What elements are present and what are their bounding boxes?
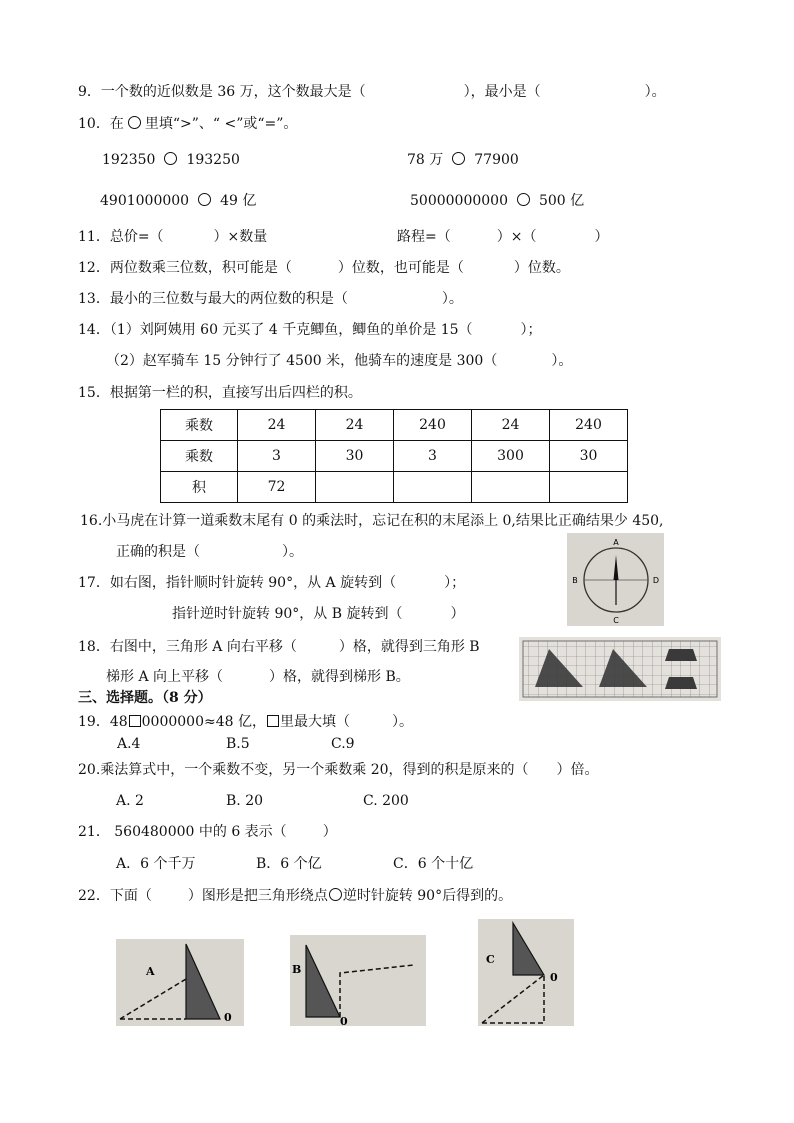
question-20 [78, 761, 599, 779]
compass-figure [567, 533, 664, 626]
answer-cell[interactable] [316, 472, 394, 503]
table-cell: 乘数 [161, 441, 238, 472]
question-22 [78, 887, 512, 905]
table-row [161, 472, 628, 503]
q17-b: ）； [444, 575, 466, 591]
figure-label: C [486, 953, 495, 966]
table-cell: 72 [238, 472, 316, 503]
figure-label: B [292, 963, 302, 976]
q20-option[interactable]: A. 2 [116, 793, 144, 809]
translation-grid [519, 637, 721, 701]
q19-c: 里最大填（ [280, 714, 350, 730]
q11-a: 11．总价=（ [78, 229, 164, 245]
q20-a: 20.乘法算式中，一个乘数不变，另一个乘数乘 20，得到的积是原来的（ [78, 762, 529, 778]
q19-option[interactable]: A.4 [117, 736, 141, 752]
question-16-b [116, 543, 303, 561]
q20-option[interactable]: C. 200 [363, 793, 409, 809]
q17-d: ） [450, 606, 465, 622]
point-label: 0 [550, 971, 558, 984]
question-14-1 [78, 321, 542, 339]
compass-label-a: A [613, 538, 619, 547]
q19-d: ）。 [392, 714, 413, 730]
q12-b: ）位数，也可能是（ [337, 260, 464, 276]
q18-b: ）格，就得到三角形 B [338, 639, 480, 655]
q13-a: 13．最小的三位数与最大的两位数的积是（ [78, 291, 348, 307]
question-13 [78, 290, 463, 308]
q14-c: （2）赵军骑车 15 分钟行了 4500 米，他骑车的速度是 300（ [106, 353, 498, 369]
question-19 [78, 713, 413, 731]
question-11 [78, 228, 267, 246]
table-cell: 24 [316, 410, 394, 441]
square-icon [267, 715, 279, 727]
q10-title: 10．在 [78, 116, 124, 132]
rotation-option-a[interactable] [116, 939, 244, 1026]
table-cell: 3 [394, 441, 472, 472]
q9-text-a: 9．一个数的近似数是 36 万，这个数最大是（ [78, 84, 366, 100]
compass-label-b: B [572, 576, 578, 585]
rotation-figure-c [478, 919, 574, 1026]
answer-cell[interactable] [394, 472, 472, 503]
compare-circle[interactable] [164, 152, 177, 165]
q12-c: ）位数。 [513, 260, 570, 276]
question-21 [78, 823, 337, 841]
circle-icon [329, 888, 342, 901]
q19-option[interactable]: C.9 [331, 736, 355, 752]
q10-item [407, 151, 519, 169]
q16-c: ）。 [282, 544, 303, 560]
q14-d: ）。 [551, 353, 573, 369]
q20-b: ）倍。 [556, 762, 599, 778]
q21-b: ） [322, 824, 337, 840]
rotation-figure-b [290, 935, 426, 1026]
compass-label-d: D [652, 576, 660, 585]
q17-c: 指针逆时针旋转 90°，从 B 旋转到（ [172, 606, 403, 622]
q19-a: 19．48 [78, 714, 128, 730]
square-box[interactable] [129, 715, 141, 727]
q22-b: ）图形是把三角形绕点 [187, 888, 328, 904]
q21-option[interactable]: A．6 个千万 [116, 856, 196, 872]
q22-c: 逆时针旋转 90°后得到的。 [342, 888, 513, 904]
table-cell: 3 [238, 441, 316, 472]
grid-figure [519, 637, 721, 701]
figure-label: A [146, 965, 155, 978]
q10-left: 4901000000 [100, 193, 190, 209]
q11-c: 路程=（ [397, 229, 451, 245]
table-cell: 乘数 [161, 410, 238, 441]
question-17 [78, 574, 465, 592]
compass-diagram [567, 533, 664, 626]
table-cell: 30 [550, 441, 628, 472]
q18-a: 18．右图中，三角形 A 向右平移（ [78, 639, 297, 655]
table-row [161, 410, 628, 441]
rotation-option-c[interactable] [478, 919, 574, 1026]
question-18 [78, 638, 480, 656]
q10-item [102, 151, 240, 169]
q10-title-b: 里填“>”、“ <”或“=”。 [144, 116, 298, 132]
compare-circle[interactable] [517, 193, 530, 206]
compass-label-c: C [613, 616, 619, 625]
answer-cell[interactable] [550, 472, 628, 503]
q11-b: ）×数量 [213, 229, 268, 245]
q10-item [410, 192, 584, 210]
q10-left: 78 万 [407, 152, 444, 168]
q20-option[interactable]: B. 20 [226, 793, 264, 809]
q10-right: 77900 [474, 152, 519, 168]
q10-right: 500 亿 [538, 193, 585, 209]
q16-b: 正确的积是（ [116, 544, 200, 560]
q21-option[interactable]: C．6 个十亿 [393, 856, 474, 872]
q21-option[interactable]: B．6 个亿 [256, 856, 322, 872]
q13-b: ）。 [441, 291, 463, 307]
rotation-option-b[interactable] [290, 935, 426, 1026]
q14-a: 14．（1）刘阿姨用 60 元买了 4 千克鲫鱼，鲫鱼的单价是 15（ [78, 322, 473, 338]
q18-d: ）格，就得到梯形 B。 [269, 669, 410, 685]
q22-a: 22．下面（ [78, 888, 152, 904]
section-heading: 三、选择题。（8 分） [78, 690, 212, 706]
q10-left: 192350 [102, 152, 156, 168]
question-17-b [172, 605, 464, 623]
question-15: 15．根据第一栏的积，直接写出后四栏的积。 [78, 385, 362, 401]
answer-cell[interactable] [472, 472, 550, 503]
question-11-b [397, 228, 608, 246]
question-16: 16.小马虎在计算一道乘数末尾有 0 的乘法时，忘记在积的末尾添上 0,结果比正确结果少 450, [80, 513, 664, 529]
point-label: 0 [340, 1015, 348, 1026]
q17-a: 17．如右图，指针顺时针旋转 90°，从 A 旋转到（ [78, 575, 397, 591]
table-cell: 30 [316, 441, 394, 472]
q11-d: ）×（ [496, 229, 537, 245]
question-14-2 [106, 352, 572, 370]
table-cell: 300 [472, 441, 550, 472]
question-10 [78, 115, 297, 133]
point-label: 0 [224, 1011, 232, 1024]
q9-text-b: ），最小是（ [463, 84, 541, 100]
q10-right: 193250 [186, 152, 240, 168]
table-cell: 积 [161, 472, 238, 503]
table-row [161, 441, 628, 472]
table-cell: 24 [238, 410, 316, 441]
q12-a: 12．两位数乘三位数，积可能是（ [78, 260, 292, 276]
table-cell: 24 [472, 410, 550, 441]
q21-a: 21． 560480000 中的 6 表示（ [78, 824, 287, 840]
table-cell: 240 [394, 410, 472, 441]
compare-circle[interactable] [198, 193, 211, 206]
compare-circle[interactable] [452, 152, 465, 165]
q18-c: 梯形 A 向上平移（ [106, 669, 224, 685]
q19-option[interactable]: B.5 [226, 736, 250, 752]
q11-e: ） [594, 229, 609, 245]
q14-b: ）； [520, 322, 542, 338]
question-12 [78, 259, 570, 277]
product-table [160, 409, 628, 503]
q19-b: 0000000≈48 亿， [141, 714, 266, 730]
question-18-b [106, 668, 410, 686]
table-cell: 240 [550, 410, 628, 441]
q9-text-c: ）。 [644, 84, 666, 100]
rotation-figure-a [116, 939, 244, 1026]
circle-icon [128, 116, 141, 129]
question-9 [78, 83, 666, 101]
q10-item [100, 192, 256, 210]
q10-right: 49 亿 [220, 193, 257, 209]
q10-left: 50000000000 [410, 193, 508, 209]
